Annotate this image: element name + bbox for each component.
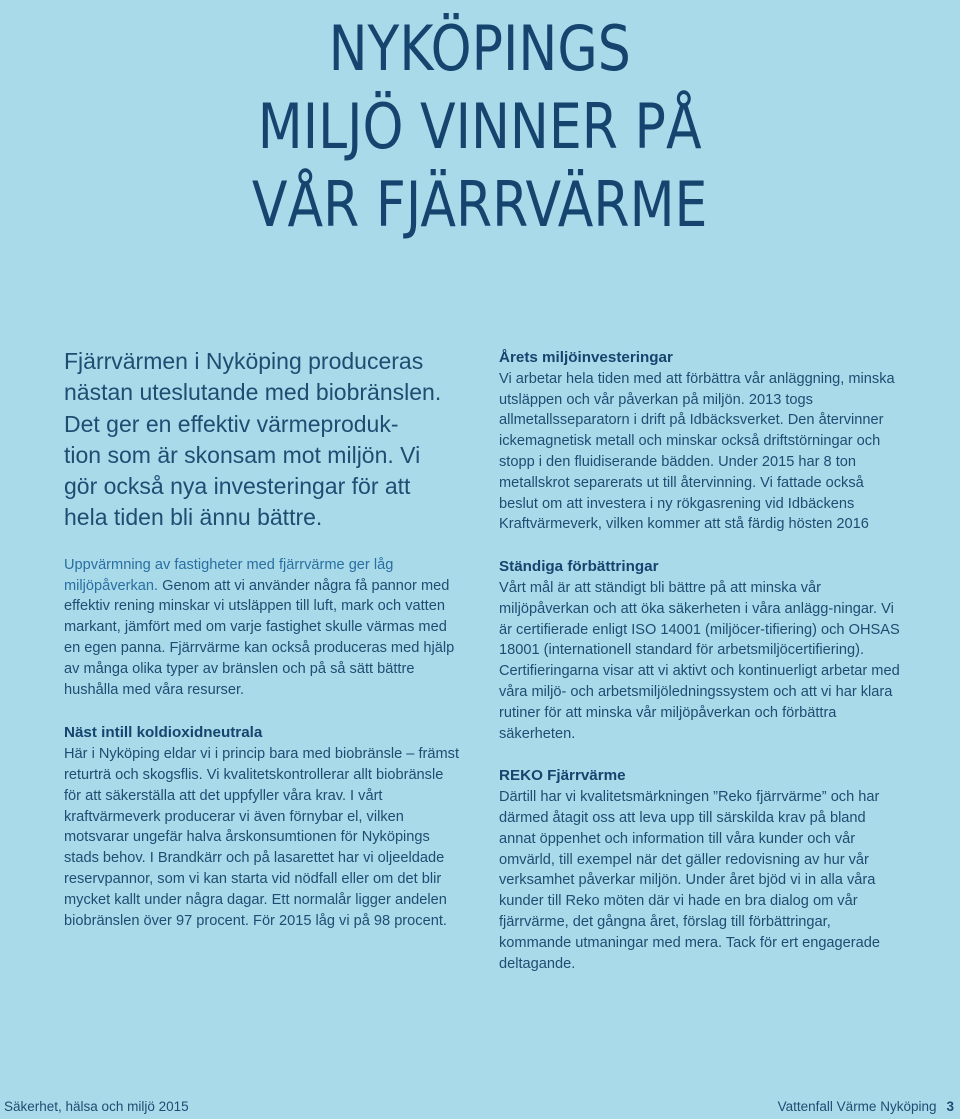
footer-publisher: Vattenfall Värme Nyköping (777, 1099, 937, 1114)
page-number: 3 (946, 1099, 954, 1114)
intro-rest: Genom att vi använder några få pannor med effektiv rening minskar vi utsläppen till luft, mark och vatten markant, jämfört med om varje fastighet skulle värmas med en egen panna. Fjärrvärme kan också produceras med hjälp av många olika typer av bränslen och på så sätt bättre hushålla med våra resurser. (64, 577, 455, 698)
section-body: Här i Nyköping eldar vi i princip bara med biobränsle – främst returträ och skogsflis. Vi kvalitetskontrollerar allt biobränsle för att säkerställa att det uppfyller våra krav. I vårt kraftvärmeverk producerar vi även förnybar el, vilken motsvarar ungefär halva årskonsumtionen för Nyköpings stads behov. I Brandkärr och på lasarettet har vi oljeeldade reservpannor, som vi kan starta vid nödfall eller om det blir mycket kallt under några dagar. Ett normalår ligger andelen biobränslen över 97 procent. För 2015 låg vi på 98 procent. (64, 746, 460, 929)
left-column (64, 346, 464, 931)
section-heading: REKO Fjärrvärme (499, 767, 626, 785)
section-carbon-neutral (64, 723, 464, 931)
section-heading: Näst intill koldioxidneutrala (64, 724, 263, 742)
right-column (499, 348, 904, 996)
intro-lead: Uppvärmning av fastigheter med fjärrvärme ger låg miljöpåverkan. (64, 556, 394, 594)
section-heading: Ständiga förbättringar (499, 558, 659, 576)
page-title (76, 10, 882, 244)
footer-left: Säkerhet, hälsa och miljö 2015 (4, 1099, 189, 1114)
section-body: Vårt mål är att ständigt bli bättre på att minska vår miljöpåverkan och att öka säkerheten i våra anlägg-ningar. Vi är certifierade enligt ISO 14001 (miljöcer-tifiering) och OHSAS 18001 (internationell standard för arbetsmiljöcertifiering). Certifieringarna visar att vi aktivt och kontinuerligt arbetar med våra miljö- och arbetsmiljöledningssystem och att vi har klara rutiner för att minska vår miljöpåverkan och förbättra säkerheten. (499, 579, 900, 742)
ingress-text: Fjärrvärmen i Nyköping produceras nästan uteslutande med biobränslen. Det ger en effektiv värmeproduk- tion som är skonsam mot miljön. Vi gör också nya investeringar för att hela tiden bli ännu bättre. (64, 348, 442, 531)
section-environment-investments (499, 348, 904, 535)
section-body: Vi arbetar hela tiden med att förbättra vår anläggning, minska utsläppen och vår påverkan på miljön. 2013 togs allmetallsseparatorn i drift på Idbäcksverket. Den återvinner ickemagnetisk metall och minskar också driftstörningar och stopp i den fluidiserande bädden. Under 2015 har 8 ton metallskrot separerats ut till återvinning. Vi fattade också beslut om att investera i ny rökgasrening vid Idbäckens Kraftvärmeverk, vilken kommer att stå färdig hösten 2016 (499, 370, 895, 533)
section-heading: Årets miljöinvesteringar (499, 349, 673, 366)
section-reko (499, 766, 904, 974)
intro-paragraph (64, 555, 464, 701)
section-continuous-improvements (499, 557, 904, 744)
footer-right (778, 1099, 954, 1114)
section-body: Därtill har vi kvalitetsmärkningen ”Reko fjärrvärme” och har därmed åtagit oss att leva upp till särskilda krav på bland annat öppenhet och information till våra kunder och vår omvärld, till exempel när det gäller redovisning av hur vår verksamhet påverkar miljön. Under året bjöd vi in alla våra kunder till Reko möten där vi hade en bra dialog om vår fjärrvärme, det gångna året, förslag till förbättringar, kommande utmaningar med mera. Tack för ert engagerade deltagande. (499, 789, 880, 972)
page-title-line-1: NYKÖPINGS (328, 12, 631, 85)
page-title-line-3: VÅR FJÄRRVÄRME (251, 168, 708, 241)
page-title-line-2: MILJÖ VINNER PÅ (257, 90, 702, 163)
